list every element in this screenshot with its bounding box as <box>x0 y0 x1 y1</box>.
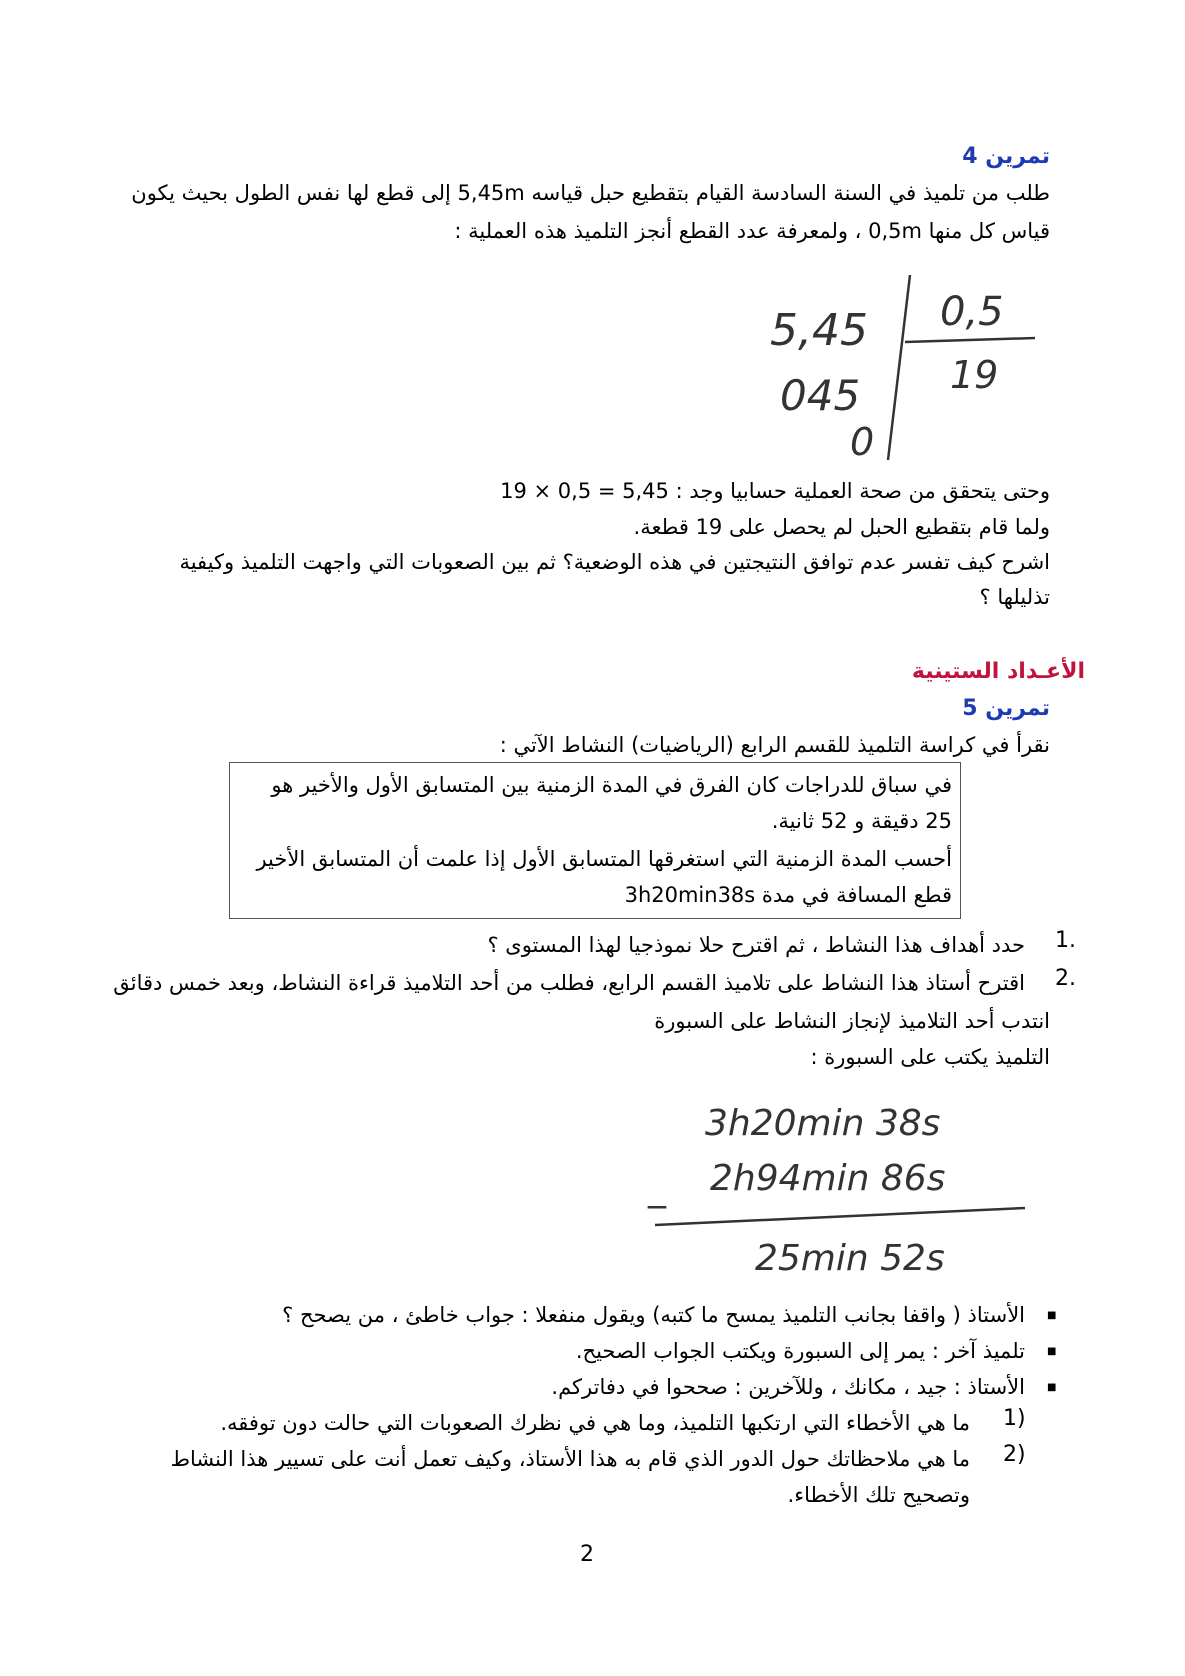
subtraction-row-2: 2h94min 86s <box>710 1158 946 1199</box>
question-number: 1. <box>1055 928 1076 953</box>
division-vertical-line <box>888 275 910 460</box>
division-divisor: 0,5 <box>940 289 1004 335</box>
activity-box-line: 25 دقيقة و 52 ثانية. <box>771 809 952 833</box>
bullet-item: تلميذ آخر : يمر إلى السبورة ويكتب الجواب الصحيح. <box>575 1339 1025 1363</box>
division-quotient: 19 <box>950 353 999 397</box>
division-dividend: 5,45 <box>770 305 868 356</box>
bullet-item: الأستاذ : جيد ، مكانك ، وللآخرين : صححوا في دفاتركم. <box>551 1375 1025 1399</box>
division-last: 0 <box>850 420 875 464</box>
section-title: الأعـداد الستينية <box>911 659 1085 684</box>
exercise-4-paragraph-line: طلب من تلميذ في السنة السادسة القيام بتقطيع حبل قياسه 5,45m إلى قطع لها نفس الطول بحيث يكون <box>131 181 1050 205</box>
sub-question-continuation: وتصحيح تلك الأخطاء. <box>787 1483 970 1507</box>
sub-question: ما هي ملاحظاتك حول الدور الذي قام به هذا الأستاذ، وكيف تعمل أنت على تسيير هذا النشاط <box>170 1447 970 1471</box>
activity-box-line: أحسب المدة الزمنية التي استغرقها المتسابق الأول إذا علمت أن المتسابق الأخير <box>256 847 952 871</box>
question-2-line: التلميذ يكتب على السبورة : <box>810 1045 1050 1069</box>
question-number: 2. <box>1055 966 1076 991</box>
bullet-icon: ■ <box>1047 1310 1057 1321</box>
activity-box-line: في سباق للدراجات كان الفرق في المدة الزمنية بين المتسابق الأول والأخير هو <box>271 773 952 797</box>
subtraction-minus: _ <box>648 1168 666 1209</box>
question-1: حدد أهداف هذا النشاط ، ثم اقترح حلا نموذجيا لهذا المستوى ؟ <box>487 933 1025 957</box>
exercise-4-paragraph-line: تذليلها ؟ <box>979 585 1050 609</box>
handwritten-division <box>760 270 1050 470</box>
exercise-5-intro: نقرأ في كراسة التلميذ للقسم الرابع (الرياضيات) النشاط الآتي : <box>499 733 1050 757</box>
exercise-4-paragraph-line: ولما قام بتقطيع الحبل لم يحصل على 19 قطعة. <box>633 515 1050 539</box>
activity-box <box>229 762 961 919</box>
exercise-4-paragraph-line: اشرح كيف تفسر عدم توافق النتيجتين في هذه الوضعية؟ ثم بين الصعوبات التي واجهت التلميذ وكيفية <box>179 550 1050 574</box>
handwritten-subtraction <box>640 1090 1040 1290</box>
bullet-item: الأستاذ ( واقفا بجانب التلميذ يمسح ما كتبه) ويقول منفعلا : جواب خاطئ ، من يصحح ؟ <box>282 1303 1025 1327</box>
division-horizontal-line <box>905 338 1035 342</box>
subtraction-result: 25min 52s <box>755 1238 945 1279</box>
bullet-icon: ■ <box>1047 1382 1057 1393</box>
question-2-line: اقترح أستاذ هذا النشاط على تلاميذ القسم الرابع، فطلب من أحد التلاميذ قراءة النشاط، وبعد خمس دقائق <box>113 971 1025 995</box>
subtraction-line <box>655 1208 1025 1225</box>
exercise-4-paragraph-line: وحتى يتحقق من صحة العملية حسابيا وجد : 5,45 = 0,5 × 19 <box>500 479 1050 503</box>
sub-question: ما هي الأخطاء التي ارتكبها التلميذ، وما هي في نظرك الصعوبات التي حالت دون توفقه. <box>220 1411 970 1435</box>
question-2-line: انتدب أحد التلاميذ لإنجاز النشاط على السبورة <box>654 1009 1050 1033</box>
sub-question-number: 1) <box>1003 1406 1026 1431</box>
subtraction-row-1: 3h20min 38s <box>705 1103 941 1144</box>
page-number: 2 <box>580 1542 594 1567</box>
activity-box-line: قطع المسافة في مدة 3h20min38s <box>624 883 952 907</box>
sub-question-number: 2) <box>1003 1442 1026 1467</box>
bullet-icon: ■ <box>1047 1346 1057 1357</box>
exercise-4-paragraph-line: قياس كل منها 0,5m ، ولمعرفة عدد القطع أنجز التلميذ هذه العملية : <box>454 219 1050 243</box>
exercise-5-title: تمرين 5 <box>962 696 1050 721</box>
division-step: 045 <box>780 371 861 420</box>
exercise-4-title: تمرين 4 <box>962 144 1050 169</box>
